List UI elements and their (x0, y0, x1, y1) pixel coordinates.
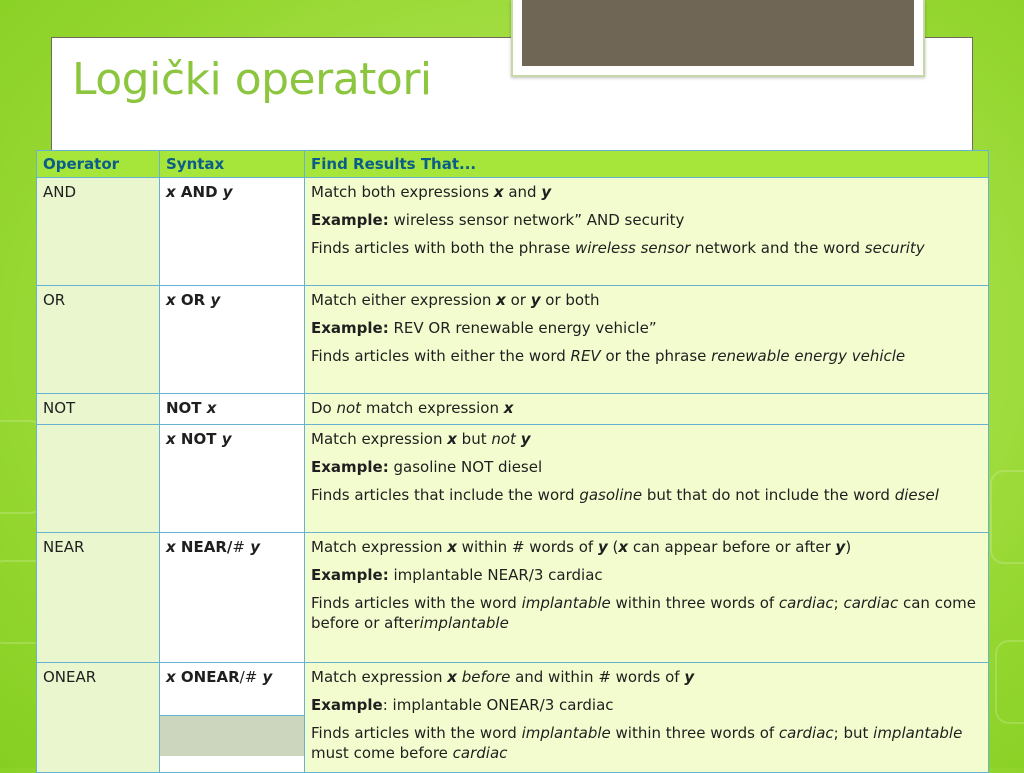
finds-line: Finds articles with the word implantable within three words of cardiac; cardiac can come before or afterimplantable (311, 594, 976, 632)
example-line: Example: wireless sensor network” AND security (311, 211, 685, 229)
operator-cell: NEAR (37, 533, 160, 663)
syntax-cell: x NEAR/# y (160, 533, 305, 663)
match-line: Match expression x but not y (311, 430, 531, 448)
syntax-cell-grey-fill (160, 715, 304, 756)
slide-title: Logički operatori (72, 54, 432, 105)
finds-line: Finds articles with either the word REV or the phrase renewable energy vehicle (311, 347, 906, 365)
operator-cell: ONEAR (37, 663, 160, 773)
syntax-cell: x AND y (160, 178, 305, 286)
finds-line: Finds articles with both the phrase wireless sensor network and the word security (311, 239, 925, 257)
table-row-not (37, 394, 989, 425)
description-cell (305, 178, 989, 286)
example-line: Example: implantable NEAR/3 cardiac (311, 566, 603, 584)
table-row-and (37, 178, 989, 286)
example-line: Example: gasoline NOT diesel (311, 458, 543, 476)
match-line: Match either expression x or y or both (311, 291, 600, 309)
syntax-cell: x OR y (160, 286, 305, 394)
description-cell (305, 286, 989, 394)
match-line: Match both expressions x and y (311, 183, 552, 201)
table-row-onear (37, 663, 989, 773)
operators-table (36, 150, 989, 773)
header-operator: Operator (37, 151, 160, 178)
syntax-cell: x ONEAR/# y (160, 663, 305, 773)
finds-line: Finds articles with the word implantable within three words of cardiac; but implantable must come before cardiac (311, 724, 963, 762)
syntax-cell: x NOT y (160, 425, 305, 533)
header-photo-placeholder (522, 0, 914, 66)
operator-cell: OR (37, 286, 160, 394)
description-cell (305, 394, 989, 425)
finds-line: Finds articles that include the word gasoline but that do not include the word diesel (311, 486, 939, 504)
table-row-near (37, 533, 989, 663)
description-cell (305, 663, 989, 773)
table-row-or (37, 286, 989, 394)
description-cell (305, 533, 989, 663)
operator-cell (37, 425, 160, 533)
table-header-row (37, 151, 989, 178)
match-line: Match expression x within # words of y (x can appear before or after y) (311, 538, 852, 556)
syntax-cell: NOT x (160, 394, 305, 425)
example-line: Example: implantable ONEAR/3 cardiac (311, 696, 614, 714)
bg-hexagon-decoration (990, 470, 1024, 564)
example-line: Example: REV OR renewable energy vehicle” (311, 319, 657, 337)
header-find-results: Find Results That... (305, 151, 989, 178)
bg-hexagon-decoration (995, 640, 1024, 724)
operator-cell: AND (37, 178, 160, 286)
operator-cell: NOT (37, 394, 160, 425)
description-cell (305, 425, 989, 533)
header-syntax: Syntax (160, 151, 305, 178)
match-line: Match expression x before and within # words of y (311, 668, 695, 686)
match-line: Do not match expression x (311, 399, 514, 417)
photo-frame (511, 0, 925, 77)
table-row-not-pair (37, 425, 989, 533)
